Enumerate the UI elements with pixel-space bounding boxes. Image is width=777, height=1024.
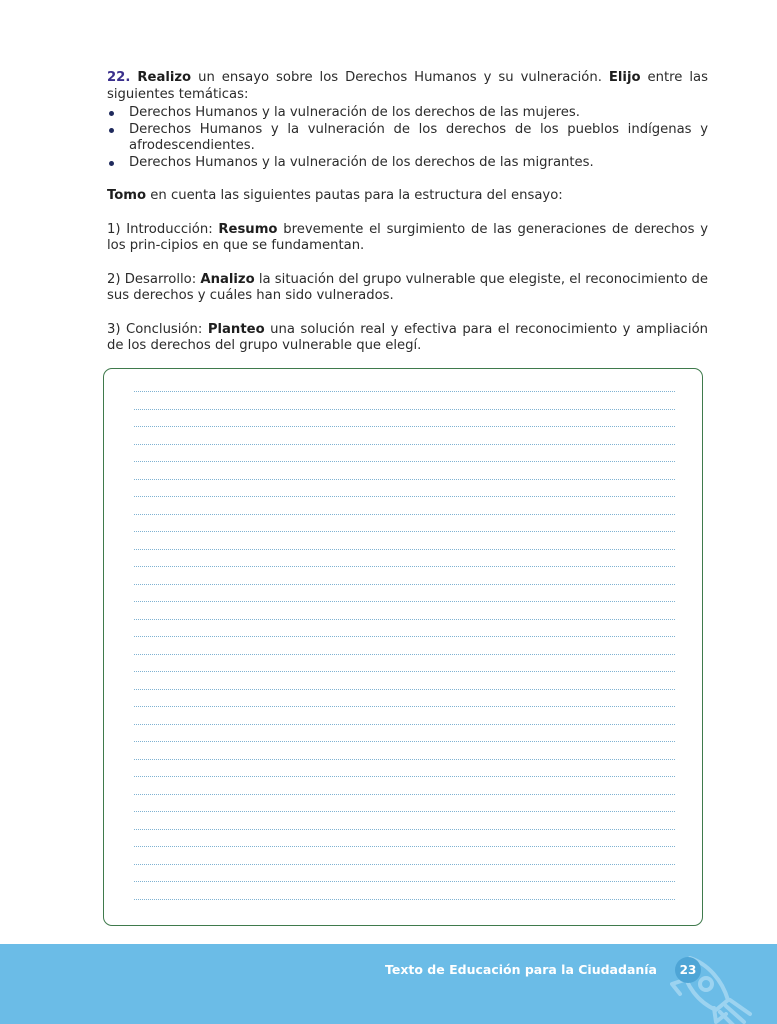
rocket-icon [660,950,770,1024]
activity-verb-elijo: Elijo [608,70,641,85]
answer-line [134,671,675,672]
answer-line [134,584,675,585]
answer-line [134,776,675,777]
topic-list [107,105,708,171]
answer-line [134,549,675,550]
answer-line [134,864,675,865]
activity-content [107,70,708,355]
activity-text-2: entre las siguientes temáticas: [107,70,708,102]
activity-verb-realizo: Realizo [137,70,192,85]
step-text: la situación del grupo vulnerable que elegiste, el reconocimiento de sus derechos y cuáles han sido vulnerados. [107,271,708,303]
activity-text-1: un ensayo sobre los Derechos Humanos y su vulneración. [191,70,609,85]
step-text: una solución real y efectiva para el reconocimiento y ampliación de los derechos del grupo vulnerable que elegí. [107,321,708,353]
footer-band [0,944,777,1024]
answer-line [134,899,675,900]
answer-line [134,496,675,497]
answer-line [134,654,675,655]
answer-line [134,689,675,690]
topic-item: Derechos Humanos y la vulneración de los derechos de las mujeres. [107,105,708,122]
guidelines-intro [107,188,708,205]
guidelines-verb: Tomo [107,188,147,203]
answer-line [134,409,675,410]
answer-line [134,811,675,812]
topic-item: Derechos Humanos y la vulneración de los derechos de las migrantes. [107,155,708,172]
answer-line [134,601,675,602]
step-introduccion [107,222,708,255]
answer-line [134,741,675,742]
answer-line [134,794,675,795]
step-label: 1) Introducción: [107,221,219,237]
footer-title: Texto de Educación para la Ciudadanía [384,962,657,977]
answer-line [134,531,675,532]
step-verb: Resumo [218,221,278,237]
answer-writing-box[interactable] [103,368,703,926]
answer-line [134,724,675,725]
guidelines-text: en cuenta las siguientes pautas para la estructura del ensayo: [146,188,563,203]
topic-item: Derechos Humanos y la vulneración de los derechos de los pueblos indígenas y afrodescendientes. [107,122,708,155]
answer-line [134,706,675,707]
answer-line [134,829,675,830]
step-label: 3) Conclusión: [107,321,208,337]
page-number: 23 [675,957,701,983]
activity-number: 22. [107,70,131,85]
step-text: brevemente el surgimiento de las generaciones de derechos y los prin-cipios en que se fundamentan. [107,221,708,253]
step-verb: Planteo [207,321,265,337]
answer-line [134,881,675,882]
answer-line [134,636,675,637]
activity-prompt [107,70,708,103]
step-label: 2) Desarrollo: [107,271,201,287]
answer-line [134,514,675,515]
answer-line [134,479,675,480]
step-desarrollo [107,272,708,305]
step-verb: Analizo [200,271,255,287]
answer-line [134,566,675,567]
step-conclusion [107,322,708,355]
answer-line [134,759,675,760]
answer-line [134,426,675,427]
answer-line [134,461,675,462]
answer-line [134,391,675,392]
answer-line [134,619,675,620]
answer-line [134,846,675,847]
answer-line [134,444,675,445]
